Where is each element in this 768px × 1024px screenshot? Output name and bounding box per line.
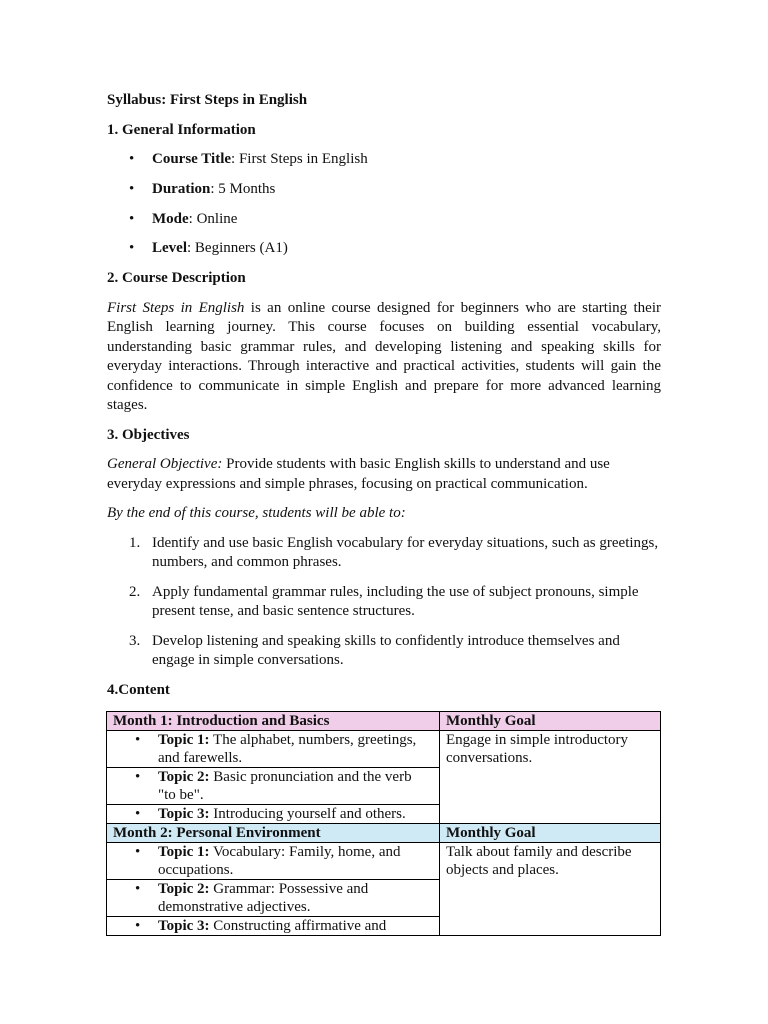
- general-objective-paragraph: [107, 455, 661, 494]
- monthly-goal-text: Engage in simple introductory conversations.: [446, 732, 629, 767]
- list-item: [107, 210, 661, 230]
- table-row: [107, 843, 661, 880]
- month-2-title: Month 2: Personal Environment: [107, 824, 440, 843]
- course-name-italic: First Steps in English: [107, 299, 245, 316]
- table-row: [107, 731, 661, 768]
- list-item: [113, 917, 433, 935]
- topic-text: Grammar: Possessive and demonstrative adjectives.: [158, 881, 369, 916]
- item-text: Develop listening and speaking skills to confidently introduce themselves and engage in simple conversations.: [152, 632, 620, 669]
- item-label: Mode: [152, 210, 189, 227]
- general-objective-text: Provide students with basic English skills to understand and use everyday expressions and simple phrases, focusing on practical communication.: [107, 456, 610, 492]
- topic-text: Basic pronunciation and the verb "to be".: [158, 769, 412, 804]
- document-page: [107, 91, 661, 936]
- item-value: : First Steps in English: [231, 151, 368, 167]
- topic-label: Topic 3:: [158, 918, 210, 935]
- objectives-intro: [107, 504, 661, 524]
- item-number: 3.: [129, 632, 141, 649]
- list-item: [113, 843, 433, 879]
- general-info-list: [107, 150, 661, 259]
- monthly-goal-header: Monthly Goal: [440, 712, 661, 731]
- topic-text: Introducing yourself and others.: [209, 806, 406, 823]
- topic-text: The alphabet, numbers, greetings, and farewells.: [158, 732, 417, 767]
- objectives-heading: 3. Objectives: [107, 426, 190, 443]
- list-item: [107, 239, 661, 259]
- topic-text: Constructing affirmative and: [209, 918, 387, 935]
- topic-label: Topic 1:: [158, 844, 210, 861]
- item-value: : Online: [188, 210, 238, 227]
- item-value: : Beginners (A1): [187, 240, 288, 257]
- item-number: 2.: [129, 583, 141, 600]
- topic-cell: [107, 843, 440, 880]
- description-text: is an online course designed for beginners who are starting their English learning journey. This course focuses on building essential vocabulary, understanding basic grammar rules, and developing listening and speaking skills for everyday interactions. Through interactive and practical activities, students will gain the confidence to communicate in simple English and prepare for more advanced learning stages.: [107, 299, 661, 414]
- list-item: [113, 880, 433, 916]
- objectives-list: [107, 534, 661, 671]
- topic-cell: [107, 880, 440, 917]
- list-item: [107, 632, 661, 671]
- objectives-intro-text: By the end of this course, students will be able to:: [107, 505, 406, 522]
- course-description-heading: 2. Course Description: [107, 270, 246, 287]
- topic-text: Vocabulary: Family, home, and occupations.: [158, 844, 401, 879]
- topic-cell: [107, 805, 440, 824]
- content-table: [106, 711, 661, 936]
- topic-label: Topic 2:: [158, 881, 210, 898]
- page-title: Syllabus: First Steps in English: [107, 92, 308, 108]
- list-item: [113, 805, 433, 823]
- item-label: Level: [152, 240, 187, 257]
- table-row: [107, 824, 661, 843]
- item-text: Identify and use basic English vocabulary for everyday situations, such as greetings, numbers, and common phrases.: [152, 534, 659, 571]
- table-row: [107, 712, 661, 731]
- item-label: Duration: [152, 180, 211, 197]
- item-text: Apply fundamental grammar rules, including the use of subject pronouns, simple present tense, and basic sentence structures.: [152, 583, 639, 620]
- monthly-goal-header: Monthly Goal: [440, 824, 661, 843]
- topic-cell: [107, 731, 440, 768]
- monthly-goal-cell: [440, 731, 661, 824]
- item-value: : 5 Months: [210, 180, 276, 197]
- topic-cell: [107, 768, 440, 805]
- month-1-title: Month 1: Introduction and Basics: [107, 712, 440, 731]
- general-objective-label: General Objective:: [107, 456, 223, 473]
- list-item: [113, 768, 433, 804]
- list-item: [113, 731, 433, 767]
- item-number: 1.: [129, 534, 141, 551]
- list-item: [107, 150, 661, 170]
- monthly-goal-text: Talk about family and describe objects and places.: [446, 844, 632, 879]
- list-item: [107, 534, 661, 573]
- topic-label: Topic 3:: [158, 806, 210, 823]
- list-item: [107, 180, 661, 200]
- monthly-goal-cell: [440, 843, 661, 936]
- general-info-heading: 1. General Information: [107, 121, 256, 138]
- topic-label: Topic 2:: [158, 769, 210, 786]
- list-item: [107, 583, 661, 622]
- course-description-paragraph: [107, 299, 661, 416]
- content-heading: 4.Content: [107, 681, 170, 698]
- item-label: Course Title: [152, 151, 232, 167]
- topic-label: Topic 1:: [158, 732, 210, 749]
- topic-cell: [107, 917, 440, 936]
